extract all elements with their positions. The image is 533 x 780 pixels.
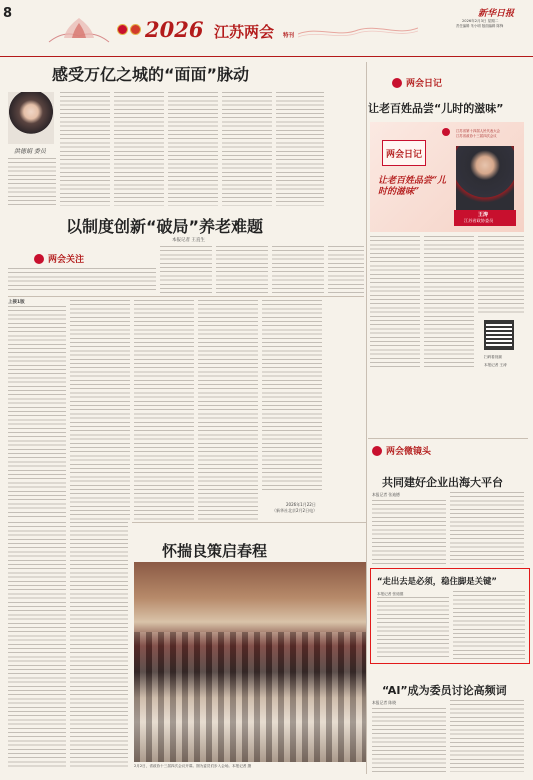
article3-continued-label: 上接1版 [8, 300, 25, 305]
poster-name-plate [454, 210, 516, 226]
article1-body-col2 [60, 92, 110, 206]
weijingtou-body-col1 [372, 500, 446, 564]
column-guanzhu-label: 两会关注 [48, 255, 85, 265]
diary-body-col3 [478, 236, 524, 316]
diary-title: 让老百姓品尝“儿时的滋味” [368, 102, 504, 115]
author-name-label: 洪徳娟 委员 [14, 148, 46, 155]
article3-body-col3 [134, 300, 194, 520]
poster-org-line1: 江苏省第十四届人民代表大会 [456, 129, 501, 133]
ai-article-body-col2 [450, 700, 524, 772]
article1-body-col6 [276, 92, 324, 206]
weijingtou-byline: 本报记者 张迪德 [372, 492, 400, 497]
poster-title-box [382, 140, 426, 166]
section-divider [368, 438, 528, 439]
article1-body-col4 [168, 92, 218, 206]
masthead-year: 2026 [145, 17, 204, 42]
poster-name: 王涛 [478, 212, 489, 218]
ai-article-title: “AI”成为委员讨论高频词 [382, 684, 507, 697]
weijingtou-title: 共同建好企业出海大平台 [382, 476, 503, 489]
weijingtou-header [372, 444, 492, 458]
ai-article-byline: 本报记者 陈晓 [372, 700, 396, 705]
article2-byline: 本报记者 王直生 [172, 238, 205, 243]
article3-body-col4 [198, 300, 258, 520]
weijingtou-label: 两会微镜头 [386, 447, 432, 457]
highlight-byline: 本报记者 张迪德 [377, 592, 404, 596]
diary-poster [370, 122, 524, 232]
article1-body-col1 [8, 158, 56, 206]
issue-date: 2026年2月3日 星期二 [462, 19, 499, 23]
newspaper-name: 新华日报 [478, 9, 515, 19]
poster-org-line2: 江苏省政协十三届四次会议 [456, 134, 497, 138]
section-divider [8, 296, 364, 297]
article4-title: 怀揣良策启春程 [162, 542, 268, 560]
column-divider [366, 62, 367, 774]
article2-body-col1 [160, 246, 212, 294]
qr-caption: 扫码看视频 [484, 355, 502, 359]
highlight-title: “走出去是必须，稳住脚是关键” [377, 576, 497, 586]
article3-source-note: （新华社北京2月2日电） [272, 508, 318, 513]
masthead [0, 0, 533, 58]
poster-emblem-icon [442, 128, 450, 136]
article2-title: 以制度创新“破局”养老难题 [66, 217, 264, 236]
masthead-rule [0, 56, 533, 57]
article1-body-col5 [222, 92, 272, 206]
diary-body-col2 [424, 236, 474, 370]
poster-portrait-image [456, 146, 514, 210]
column-guanzhu-header [34, 252, 154, 266]
article4-body-col2 [70, 522, 128, 770]
article2-intro [8, 268, 156, 292]
congress-emblem-icon [117, 24, 128, 35]
plenary-session-photo [134, 562, 366, 762]
article2-body-col3 [272, 246, 324, 294]
article3-date-note: 2026年1月22日 [286, 502, 316, 507]
ai-article-body-col1 [372, 708, 446, 772]
article3-body-col5 [262, 300, 322, 490]
diary-body-col1 [370, 236, 420, 370]
editor-line: 责任编辑 朱小明 版面编辑 陈锋 [456, 24, 504, 28]
diary-byline: 本报记者 王涛 [484, 363, 507, 367]
photo-caption: 2月2日，省政协十三届四次会议开幕。图为委员们步入会场。本报记者 摄 [134, 764, 252, 768]
poster-calligraphy: 让老百姓品尝“儿时的滋味” [378, 176, 447, 197]
article2-body-col4 [328, 246, 364, 294]
lantern-icon [392, 78, 402, 88]
article2-body-col2 [216, 246, 268, 294]
highlight-article-box[interactable] [370, 568, 530, 664]
diary-section-header [392, 76, 492, 90]
author-portrait-image [8, 92, 54, 144]
article3-body-col1 [8, 306, 66, 520]
poster-title: 两会日记 [386, 150, 423, 160]
qr-code-image[interactable] [484, 320, 514, 350]
lotus-emblem-icon [44, 14, 114, 48]
lantern-icon [34, 254, 44, 264]
masthead-title: 江苏两会 [214, 23, 275, 41]
cppcc-emblem-icon [130, 24, 141, 35]
article1-title: 感受万亿之城的“面面”脉动 [52, 65, 250, 84]
article3-body-col2 [70, 300, 130, 520]
poster-role: 江苏省政协委员 [464, 218, 494, 223]
article1-body-col3 [114, 92, 164, 206]
highlight-body-col1 [377, 597, 449, 659]
lantern-icon [372, 446, 382, 456]
section-divider [132, 522, 366, 523]
article4-body-col1 [8, 522, 66, 770]
page-number: 8 [3, 6, 13, 21]
weijingtou-body-col2 [450, 492, 524, 564]
wave-decoration [298, 22, 418, 40]
diary-section-label: 两会日记 [406, 79, 443, 89]
masthead-subtitle: 特刊 [283, 33, 295, 39]
photo-crowd-overlay [134, 632, 366, 762]
highlight-body-col2 [453, 591, 525, 659]
